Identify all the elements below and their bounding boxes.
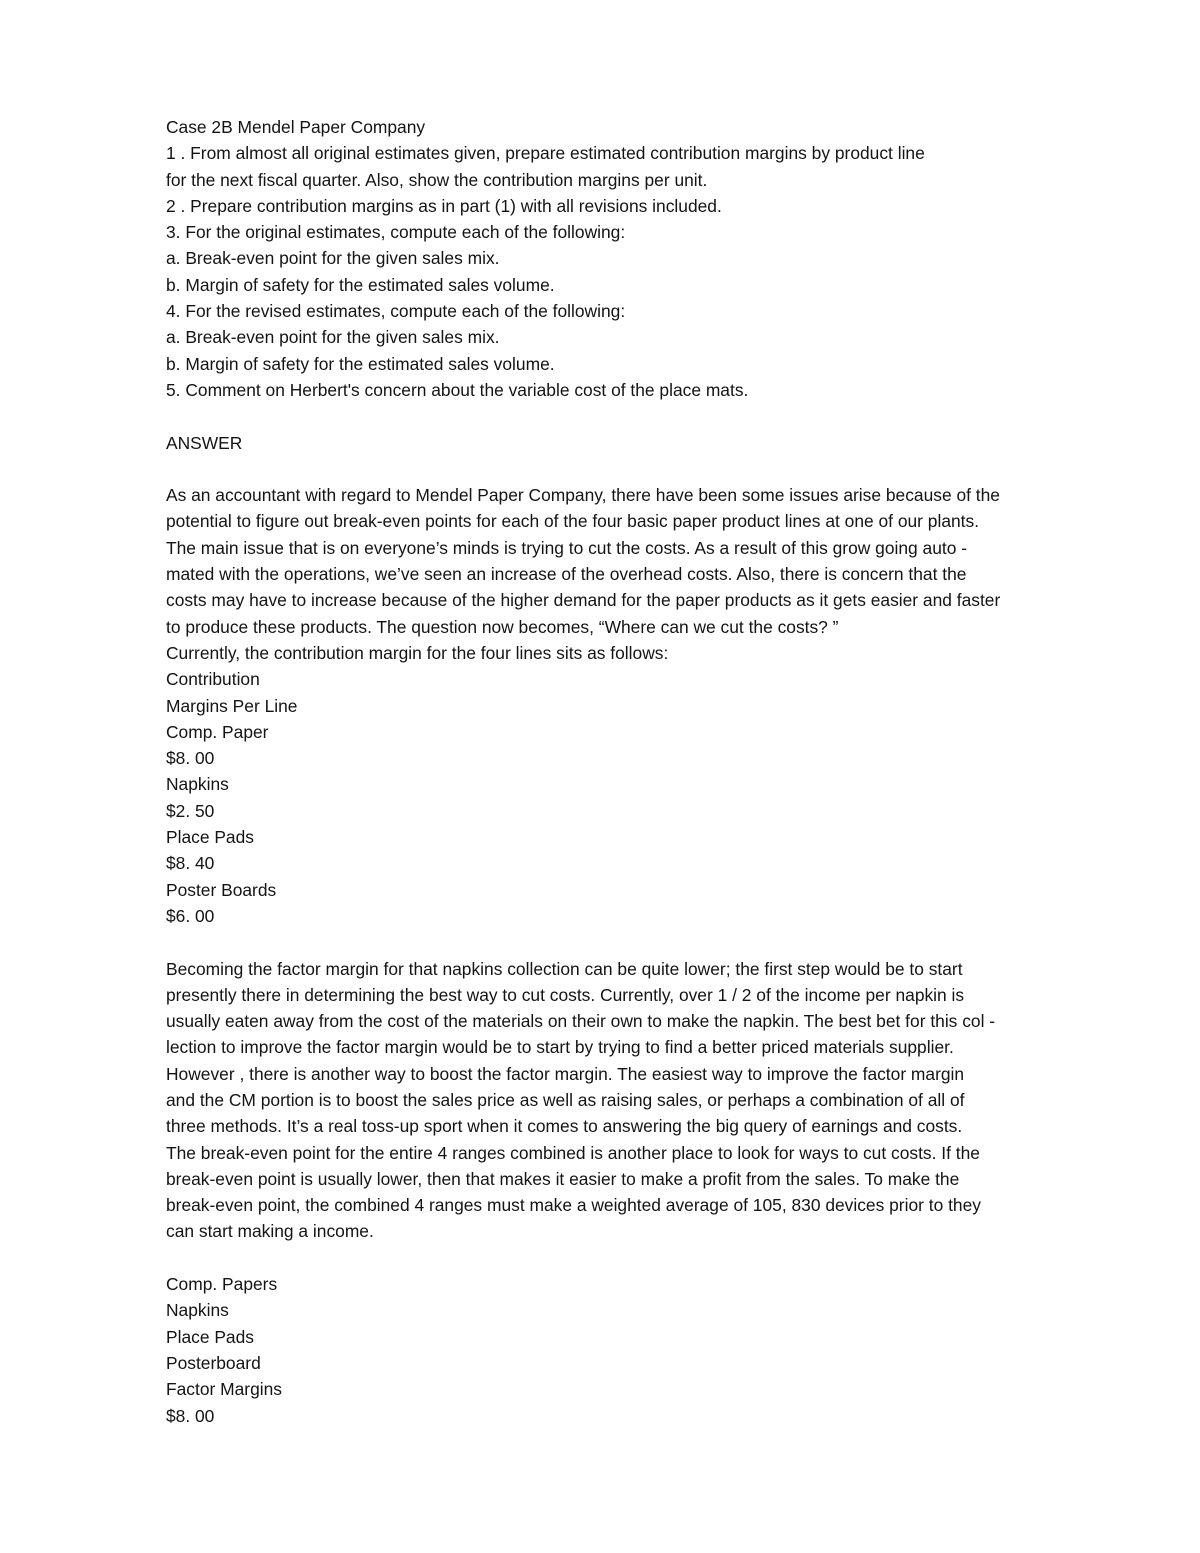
- list-item: $8. 40: [166, 853, 215, 874]
- spacer: [166, 1245, 1126, 1271]
- list-item: Factor Margins: [166, 1379, 282, 1400]
- paragraph-line: three methods. It’s a real toss-up sport when it comes to answering the big query of earnings and costs.: [166, 1116, 963, 1137]
- question-line: a. Break-even point for the given sales mix.: [166, 327, 500, 348]
- question-line: a. Break-even point for the given sales mix.: [166, 248, 500, 269]
- paragraph-line: As an accountant with regard to Mendel Paper Company, there have been some issues arise because of the: [166, 485, 1000, 506]
- document-body: [166, 114, 1126, 1429]
- paragraph-line: However , there is another way to boost the factor margin. The easiest way to improve the factor margin: [166, 1063, 965, 1084]
- list-item: $2. 50: [166, 800, 215, 821]
- paragraph-line: usually eaten away from the cost of the materials on their own to make the napkin. The best bet for this col -: [166, 1011, 996, 1032]
- paragraph-line: The main issue that is on everyone’s minds is trying to cut the costs. As a result of this grow going auto -: [166, 537, 968, 558]
- question-line: 2 . Prepare contribution margins as in part (1) with all revisions included.: [166, 195, 722, 216]
- list-item: Posterboard: [166, 1352, 261, 1373]
- question-line: for the next fiscal quarter. Also, show the contribution margins per unit.: [166, 169, 708, 190]
- list-item: $8. 00: [166, 748, 215, 769]
- list-item: Place Pads: [166, 1326, 254, 1347]
- paragraph-line: mated with the operations, we’ve seen an increase of the overhead costs. Also, there is concern that the: [166, 564, 967, 585]
- list-item: Comp. Paper: [166, 721, 269, 742]
- paragraph-line: break-even point, the combined 4 ranges must make a weighted average of 105, 830 devices prior to they: [166, 1195, 981, 1216]
- list-item: $8. 00: [166, 1405, 215, 1426]
- spacer: [166, 929, 1126, 955]
- paragraph-line: Currently, the contribution margin for the four lines sits as follows:: [166, 642, 669, 663]
- answer-heading: ANSWER: [166, 432, 243, 453]
- question-line: b. Margin of safety for the estimated sales volume.: [166, 353, 555, 374]
- paragraph-line: presently there in determining the best way to cut costs. Currently, over 1 / 2 of the income per napkin is: [166, 984, 965, 1005]
- question-line: 5. Comment on Herbert's concern about the variable cost of the place mats.: [166, 379, 749, 400]
- spacer: [166, 456, 1126, 482]
- paragraph-line: The break-even point for the entire 4 ranges combined is another place to look for ways to cut costs. If the: [166, 1142, 980, 1163]
- paragraph-line: costs may have to increase because of the higher demand for the paper products as it gets easier and faster: [166, 590, 1001, 611]
- document-title: Case 2B Mendel Paper Company: [166, 117, 426, 137]
- paragraph-line: potential to figure out break-even points for each of the four basic paper product lines at one of our plants.: [166, 511, 980, 532]
- question-line: 1 . From almost all original estimates given, prepare estimated contribution margins by product line: [166, 143, 925, 164]
- list-item: $6. 00: [166, 905, 215, 926]
- list-item: Napkins: [166, 1300, 229, 1321]
- list-item: Margins Per Line: [166, 695, 298, 716]
- list-item: Comp. Papers: [166, 1274, 278, 1295]
- paragraph-line: break-even point is usually lower, then that makes it easier to make a profit from the sales. To make the: [166, 1168, 960, 1189]
- question-line: 4. For the revised estimates, compute each of the following:: [166, 301, 626, 322]
- paragraph-line: to produce these products. The question now becomes, “Where can we cut the costs? ”: [166, 616, 839, 637]
- list-item: Place Pads: [166, 827, 254, 848]
- question-line: 3. For the original estimates, compute each of the following:: [166, 222, 626, 243]
- list-item: Napkins: [166, 774, 229, 795]
- paragraph-line: Becoming the factor margin for that napkins collection can be quite lower; the first step would be to start: [166, 958, 963, 979]
- list-item: Contribution: [166, 669, 260, 690]
- paragraph-line: and the CM portion is to boost the sales price as well as raising sales, or perhaps a combination of all of: [166, 1089, 965, 1110]
- list-item: Poster Boards: [166, 879, 277, 900]
- contribution-margins-list: [166, 666, 1126, 929]
- answer-paragraph-1: [166, 482, 1126, 666]
- factor-margins-list: [166, 1271, 1126, 1429]
- paragraph-line: can start making a income.: [166, 1221, 374, 1242]
- spacer: [166, 403, 1126, 429]
- paragraph-line: lection to improve the factor margin would be to start by trying to find a better priced materials supplier.: [166, 1037, 954, 1058]
- answer-paragraph-2: [166, 956, 1126, 1245]
- question-line: b. Margin of safety for the estimated sales volume.: [166, 274, 555, 295]
- questions-list: [166, 140, 1126, 403]
